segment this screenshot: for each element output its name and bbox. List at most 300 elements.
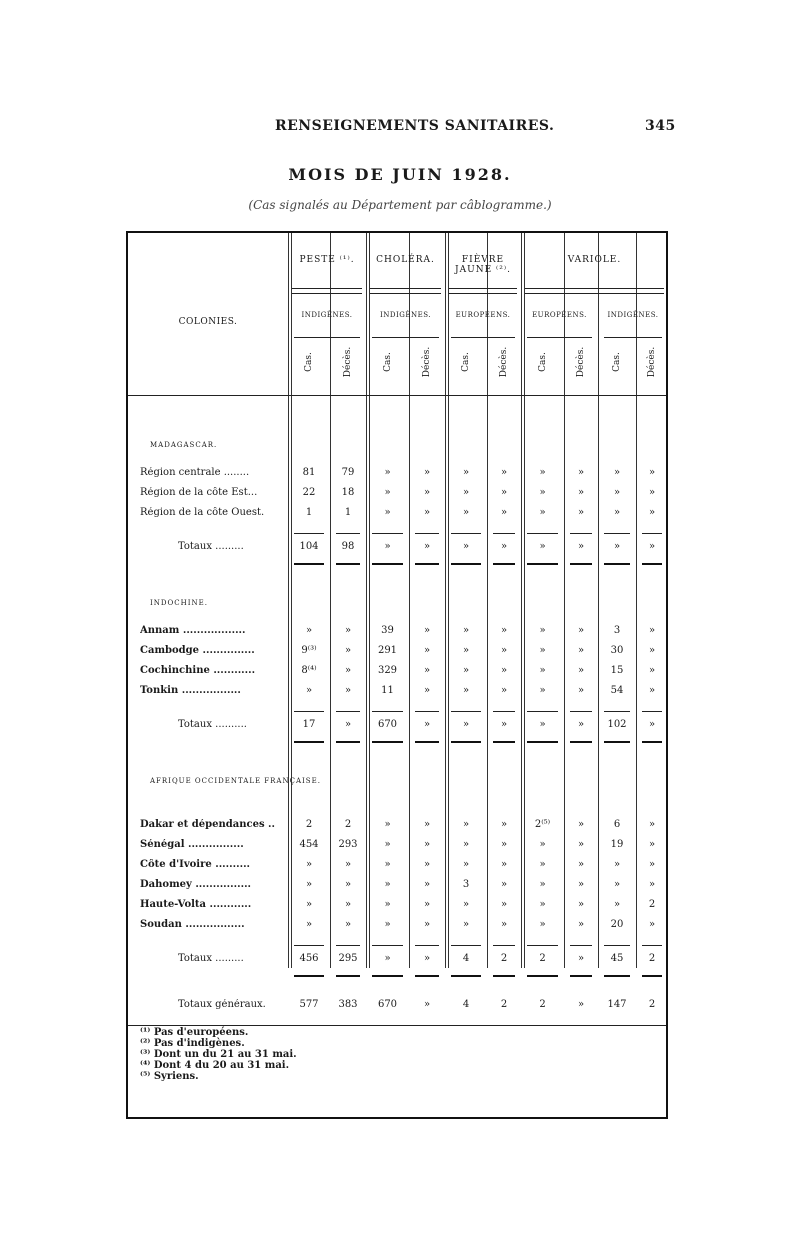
table-cell: 2 bbox=[648, 899, 656, 910]
grand-total-label: Totaux généraux. bbox=[178, 999, 266, 1010]
table-cell: 6 bbox=[613, 819, 621, 830]
table-cell: 22 bbox=[302, 487, 316, 498]
table-cell: » bbox=[384, 467, 391, 478]
row-label: Sénégal ................ bbox=[140, 839, 244, 850]
total-rule-bottom bbox=[570, 741, 592, 743]
table-cell: » bbox=[500, 487, 508, 498]
table-cell: » bbox=[462, 487, 470, 498]
total-cell: » bbox=[462, 541, 470, 552]
table-cell: » bbox=[305, 625, 313, 636]
table-cell: » bbox=[539, 899, 546, 910]
total-rule bbox=[527, 945, 558, 946]
total-rule bbox=[372, 533, 403, 534]
column-header: Décès. bbox=[647, 346, 657, 378]
table-cell: » bbox=[577, 487, 585, 498]
column-rule bbox=[288, 233, 289, 968]
table-cell: » bbox=[305, 919, 313, 930]
total-rule-bottom bbox=[642, 741, 662, 743]
table-cell: 30 bbox=[610, 645, 624, 656]
total-rule bbox=[527, 711, 558, 712]
page-title: MOIS DE JUIN 1928. bbox=[288, 165, 512, 184]
table-cell: » bbox=[423, 839, 431, 850]
subheader-rule bbox=[527, 337, 592, 338]
table-cell: » bbox=[384, 839, 391, 850]
total-rule-bottom bbox=[493, 563, 515, 565]
total-cell: 2 bbox=[648, 953, 656, 964]
table-cell: » bbox=[648, 819, 656, 830]
table-cell: » bbox=[539, 467, 546, 478]
table-cell: » bbox=[539, 879, 546, 890]
grand-total-cell: 670 bbox=[377, 999, 398, 1010]
table-cell: 8⁽⁴⁾ bbox=[301, 665, 317, 676]
total-rule-bottom bbox=[604, 975, 630, 977]
total-rule bbox=[493, 711, 515, 712]
row-label: Annam .................. bbox=[140, 625, 246, 636]
table-cell: » bbox=[462, 919, 470, 930]
header-rule bbox=[525, 288, 664, 289]
table-cell: » bbox=[384, 487, 391, 498]
page-number: 345 bbox=[645, 118, 676, 134]
total-rule bbox=[527, 533, 558, 534]
table-cell: 11 bbox=[381, 685, 394, 696]
column-rule bbox=[636, 233, 637, 968]
table-cell: » bbox=[344, 919, 352, 930]
grand-total-cell: » bbox=[423, 999, 431, 1010]
table-cell: » bbox=[500, 625, 508, 636]
table-cell: » bbox=[462, 507, 470, 518]
table-cell: 15 bbox=[610, 665, 624, 676]
table-cell: » bbox=[344, 859, 352, 870]
table-cell: » bbox=[613, 467, 621, 478]
section-title: AFRIQUE OCCIDENTALE FRANÇAISE. bbox=[150, 777, 321, 785]
table-cell: » bbox=[648, 879, 656, 890]
total-cell: » bbox=[423, 541, 431, 552]
table-cell: » bbox=[423, 507, 431, 518]
total-rule bbox=[372, 945, 403, 946]
table-cell: » bbox=[384, 819, 391, 830]
table-cell: » bbox=[539, 685, 546, 696]
total-cell: » bbox=[500, 719, 508, 730]
row-label: Dakar et dépendances .. bbox=[140, 819, 276, 830]
total-rule bbox=[294, 533, 324, 534]
total-rule bbox=[336, 533, 360, 534]
total-rule bbox=[294, 711, 324, 712]
column-header: Décès. bbox=[422, 346, 432, 378]
total-cell: » bbox=[577, 719, 585, 730]
table-cell: 293 bbox=[338, 839, 358, 850]
table-cell: » bbox=[500, 819, 508, 830]
total-cell: » bbox=[577, 953, 585, 964]
total-rule bbox=[570, 711, 592, 712]
table-cell: 54 bbox=[610, 685, 624, 696]
total-rule bbox=[451, 711, 481, 712]
footnote: ⁽⁵⁾ Syriens. bbox=[140, 1071, 199, 1082]
table-cell: » bbox=[577, 899, 585, 910]
table-cell: » bbox=[648, 665, 656, 676]
table-cell: 2 bbox=[344, 819, 352, 830]
total-cell: 670 bbox=[377, 719, 398, 730]
data-table bbox=[126, 231, 668, 1119]
total-cell: 295 bbox=[338, 953, 358, 964]
total-rule bbox=[336, 711, 360, 712]
column-rule bbox=[366, 233, 367, 968]
total-label: Totaux ......... bbox=[178, 953, 244, 964]
total-rule bbox=[336, 945, 360, 946]
table-cell: 291 bbox=[377, 645, 398, 656]
table-cell: » bbox=[577, 819, 585, 830]
table-cell: » bbox=[305, 899, 313, 910]
total-rule-bottom bbox=[527, 563, 558, 565]
row-label: Côte d'Ivoire .......... bbox=[140, 859, 251, 870]
grand-total-cell: 2 bbox=[648, 999, 656, 1010]
table-cell: » bbox=[577, 665, 585, 676]
column-header: Cas. bbox=[461, 352, 471, 372]
table-cell: » bbox=[462, 645, 470, 656]
header-rule bbox=[449, 288, 517, 289]
table-cell: » bbox=[500, 839, 508, 850]
table-cell: » bbox=[462, 665, 470, 676]
total-rule-bottom bbox=[451, 975, 481, 977]
table-cell: » bbox=[648, 507, 656, 518]
table-cell: » bbox=[423, 645, 431, 656]
column-rule-double bbox=[448, 233, 449, 968]
footnotes bbox=[140, 1027, 297, 1082]
total-cell: 104 bbox=[299, 541, 319, 552]
table-cell: » bbox=[648, 685, 656, 696]
table-cell: » bbox=[384, 879, 391, 890]
row-label: Région centrale ........ bbox=[140, 467, 250, 478]
total-cell: » bbox=[384, 541, 391, 552]
total-label: Totaux .......... bbox=[178, 719, 247, 730]
table-cell: » bbox=[648, 919, 656, 930]
total-rule-bottom bbox=[451, 563, 481, 565]
total-rule-bottom bbox=[642, 563, 662, 565]
total-cell: » bbox=[423, 953, 431, 964]
column-rule-double bbox=[524, 233, 525, 968]
total-rule-bottom bbox=[493, 975, 515, 977]
table-cell: » bbox=[577, 919, 585, 930]
footnote: ⁽⁴⁾ Dont 4 du 20 au 31 mai. bbox=[140, 1060, 290, 1071]
colonies-header: COLONIES. bbox=[178, 317, 238, 327]
table-cell: » bbox=[423, 685, 431, 696]
total-rule-bottom bbox=[372, 975, 403, 977]
table-cell: » bbox=[539, 645, 546, 656]
total-cell: 4 bbox=[462, 953, 470, 964]
total-rule-bottom bbox=[604, 741, 630, 743]
table-cell: 454 bbox=[299, 839, 319, 850]
table-cell: » bbox=[577, 859, 585, 870]
total-cell: 2 bbox=[500, 953, 508, 964]
section-title: MADAGASCAR. bbox=[150, 441, 218, 449]
header-bottom-rule bbox=[128, 395, 666, 396]
table-cell: » bbox=[613, 899, 621, 910]
column-rule bbox=[487, 233, 488, 968]
total-rule bbox=[493, 945, 515, 946]
row-label: Cambodge ............... bbox=[140, 645, 255, 656]
total-rule-bottom bbox=[415, 563, 439, 565]
table-cell: » bbox=[500, 507, 508, 518]
total-rule-bottom bbox=[294, 741, 324, 743]
table-cell: » bbox=[577, 685, 585, 696]
table-cell: » bbox=[462, 839, 470, 850]
column-rule-double bbox=[291, 233, 292, 968]
population-header: INDIGÈNES. bbox=[301, 311, 353, 319]
table-cell: » bbox=[384, 859, 391, 870]
table-cell: » bbox=[500, 899, 508, 910]
table-cell: » bbox=[648, 645, 656, 656]
table-cell: 1 bbox=[344, 507, 352, 518]
total-cell: » bbox=[648, 719, 656, 730]
table-cell: » bbox=[613, 859, 621, 870]
table-cell: » bbox=[577, 467, 585, 478]
table-cell: » bbox=[648, 859, 656, 870]
disease-header: PESTE ⁽¹⁾. bbox=[299, 255, 355, 265]
total-rule bbox=[372, 711, 403, 712]
total-rule bbox=[294, 945, 324, 946]
total-cell: » bbox=[344, 719, 352, 730]
total-cell: » bbox=[384, 953, 391, 964]
grand-total-cell: 2 bbox=[539, 999, 546, 1010]
subheader-rule bbox=[604, 337, 662, 338]
table-cell: 20 bbox=[610, 919, 624, 930]
table-cell: » bbox=[462, 467, 470, 478]
total-rule bbox=[642, 945, 662, 946]
total-rule bbox=[415, 533, 439, 534]
total-rule-bottom bbox=[527, 741, 558, 743]
table-cell: » bbox=[539, 507, 546, 518]
row-label: Région de la côte Est... bbox=[140, 487, 258, 498]
table-cell: » bbox=[539, 625, 546, 636]
population-header: INDIGÈNES. bbox=[607, 311, 659, 319]
table-cell: » bbox=[305, 859, 313, 870]
footnote: ⁽³⁾ Dont un du 21 au 31 mai. bbox=[140, 1049, 297, 1060]
table-cell: » bbox=[462, 625, 470, 636]
column-rule bbox=[564, 233, 565, 968]
table-cell: » bbox=[462, 899, 470, 910]
table-cell: » bbox=[344, 645, 352, 656]
table-cell: 3 bbox=[613, 625, 621, 636]
total-cell: » bbox=[500, 541, 508, 552]
table-cell: » bbox=[577, 645, 585, 656]
header-rule bbox=[525, 293, 664, 294]
total-cell: 2 bbox=[539, 953, 546, 964]
table-cell: » bbox=[423, 879, 431, 890]
table-cell: » bbox=[577, 625, 585, 636]
total-cell: » bbox=[613, 541, 621, 552]
table-cell: » bbox=[423, 919, 431, 930]
row-label: Soudan ................. bbox=[140, 919, 245, 930]
table-cell: » bbox=[344, 625, 352, 636]
column-rule bbox=[445, 233, 446, 968]
row-label: Tonkin ................. bbox=[140, 685, 241, 696]
table-cell: » bbox=[500, 685, 508, 696]
column-header: Cas. bbox=[382, 352, 393, 372]
table-cell: » bbox=[344, 665, 352, 676]
column-header: Décès. bbox=[576, 346, 586, 378]
table-cell: 81 bbox=[302, 467, 316, 478]
table-cell: » bbox=[305, 879, 313, 890]
total-rule-bottom bbox=[336, 563, 360, 565]
table-cell: » bbox=[648, 839, 656, 850]
population-header: EUROPÉENS. bbox=[455, 311, 511, 319]
total-rule bbox=[642, 533, 662, 534]
total-rule bbox=[493, 533, 515, 534]
total-rule-bottom bbox=[527, 975, 558, 977]
subheader-rule bbox=[294, 337, 360, 338]
footnote: ⁽²⁾ Pas d'indigènes. bbox=[140, 1038, 245, 1049]
total-cell: » bbox=[539, 719, 546, 730]
table-cell: » bbox=[539, 859, 546, 870]
total-cell: » bbox=[577, 541, 585, 552]
table-cell: » bbox=[384, 899, 391, 910]
total-cell: 45 bbox=[610, 953, 624, 964]
total-rule bbox=[570, 533, 592, 534]
column-header: Cas. bbox=[304, 352, 314, 372]
total-rule bbox=[415, 945, 439, 946]
disease-header: FIÈVRE JAUNE ⁽²⁾. bbox=[455, 255, 511, 275]
table-bottom-rule bbox=[128, 1025, 666, 1026]
page-subtitle: (Cas signalés au Département par câblogramme.) bbox=[248, 198, 552, 212]
header-rule bbox=[449, 293, 517, 294]
total-rule bbox=[642, 711, 662, 712]
table-cell: » bbox=[577, 839, 585, 850]
table-cell: » bbox=[344, 685, 352, 696]
column-rule bbox=[409, 233, 410, 968]
total-cell: 17 bbox=[302, 719, 316, 730]
total-cell: 102 bbox=[607, 719, 627, 730]
table-cell: » bbox=[462, 859, 470, 870]
disease-header: VARIOLE. bbox=[567, 255, 622, 265]
table-cell: » bbox=[500, 859, 508, 870]
total-rule bbox=[604, 945, 630, 946]
total-rule-bottom bbox=[604, 563, 630, 565]
column-rule-double bbox=[369, 233, 370, 968]
table-cell: » bbox=[539, 839, 546, 850]
table-cell: » bbox=[462, 819, 470, 830]
table-cell: » bbox=[539, 665, 546, 676]
total-rule-bottom bbox=[336, 741, 360, 743]
table-cell: » bbox=[423, 859, 431, 870]
total-rule-bottom bbox=[372, 741, 403, 743]
total-rule-bottom bbox=[372, 563, 403, 565]
row-label: Région de la côte Ouest. bbox=[140, 507, 265, 518]
column-header: Décès. bbox=[343, 346, 353, 378]
total-rule-bottom bbox=[493, 741, 515, 743]
total-rule bbox=[604, 711, 630, 712]
subheader-rule bbox=[451, 337, 515, 338]
table-cell: » bbox=[500, 467, 508, 478]
table-cell: 9⁽³⁾ bbox=[301, 645, 317, 656]
running-title: RENSEIGNEMENTS SANITAIRES. bbox=[275, 118, 555, 134]
table-cell: » bbox=[613, 507, 621, 518]
table-cell: » bbox=[462, 685, 470, 696]
total-rule-bottom bbox=[415, 741, 439, 743]
grand-total-cell: 2 bbox=[500, 999, 508, 1010]
header-rule bbox=[370, 293, 441, 294]
total-rule bbox=[415, 711, 439, 712]
total-rule-bottom bbox=[642, 975, 662, 977]
row-label: Dahomey ................ bbox=[140, 879, 252, 890]
table-cell: » bbox=[384, 919, 391, 930]
table-cell: » bbox=[344, 899, 352, 910]
table-cell: » bbox=[648, 625, 656, 636]
table-cell: » bbox=[500, 665, 508, 676]
grand-total-cell: 4 bbox=[462, 999, 470, 1010]
table-cell: 79 bbox=[341, 467, 355, 478]
total-label: Totaux ......... bbox=[178, 541, 244, 552]
header-rule bbox=[370, 288, 441, 289]
total-rule-bottom bbox=[294, 563, 324, 565]
table-cell: » bbox=[500, 919, 508, 930]
column-rule bbox=[598, 233, 599, 968]
total-rule-bottom bbox=[294, 975, 324, 977]
table-cell: » bbox=[539, 919, 546, 930]
table-cell: 18 bbox=[341, 487, 355, 498]
disease-header: CHOLÉRA. bbox=[376, 255, 435, 265]
table-cell: » bbox=[344, 879, 352, 890]
header-rule bbox=[292, 293, 362, 294]
table-cell: » bbox=[648, 487, 656, 498]
table-cell: » bbox=[577, 507, 585, 518]
footnote: ⁽¹⁾ Pas d'européens. bbox=[140, 1027, 249, 1038]
grand-total-cell: » bbox=[577, 999, 585, 1010]
table-cell: 2⁽⁵⁾ bbox=[534, 819, 551, 830]
total-cell: » bbox=[462, 719, 470, 730]
header-rule bbox=[292, 288, 362, 289]
table-cell: » bbox=[423, 625, 431, 636]
table-cell: » bbox=[423, 467, 431, 478]
total-rule-bottom bbox=[451, 741, 481, 743]
total-cell: 98 bbox=[341, 541, 355, 552]
total-rule bbox=[570, 945, 592, 946]
table-cell: » bbox=[423, 487, 431, 498]
population-header: INDIGÈNES. bbox=[380, 311, 431, 319]
total-cell: 456 bbox=[299, 953, 319, 964]
table-cell: » bbox=[423, 899, 431, 910]
section-title: INDOCHINE. bbox=[150, 599, 208, 607]
table-cell: 2 bbox=[305, 819, 313, 830]
table-cell: » bbox=[613, 487, 621, 498]
row-label: Haute-Volta ............ bbox=[140, 899, 252, 910]
table-cell: » bbox=[423, 665, 431, 676]
column-header: Cas. bbox=[537, 352, 548, 372]
total-cell: » bbox=[539, 541, 546, 552]
table-cell: 19 bbox=[610, 839, 624, 850]
row-label: Cochinchine ............ bbox=[140, 665, 256, 676]
table-cell: 1 bbox=[305, 507, 313, 518]
total-cell: » bbox=[648, 541, 656, 552]
table-cell: 329 bbox=[377, 665, 398, 676]
column-rule bbox=[521, 233, 522, 968]
total-rule-bottom bbox=[570, 563, 592, 565]
total-rule bbox=[451, 945, 481, 946]
table-cell: » bbox=[613, 879, 621, 890]
total-rule-bottom bbox=[570, 975, 592, 977]
subheader-rule bbox=[372, 337, 439, 338]
column-header: Décès. bbox=[499, 346, 509, 378]
total-rule bbox=[451, 533, 481, 534]
table-cell: » bbox=[423, 819, 431, 830]
table-cell: » bbox=[648, 467, 656, 478]
grand-total-cell: 577 bbox=[299, 999, 319, 1010]
column-rule bbox=[330, 233, 331, 968]
grand-total-cell: 147 bbox=[607, 999, 627, 1010]
total-rule bbox=[604, 533, 630, 534]
table-cell: 39 bbox=[381, 625, 394, 636]
table-cell: » bbox=[539, 487, 546, 498]
column-header: Cas. bbox=[612, 352, 622, 372]
table-cell: » bbox=[500, 879, 508, 890]
